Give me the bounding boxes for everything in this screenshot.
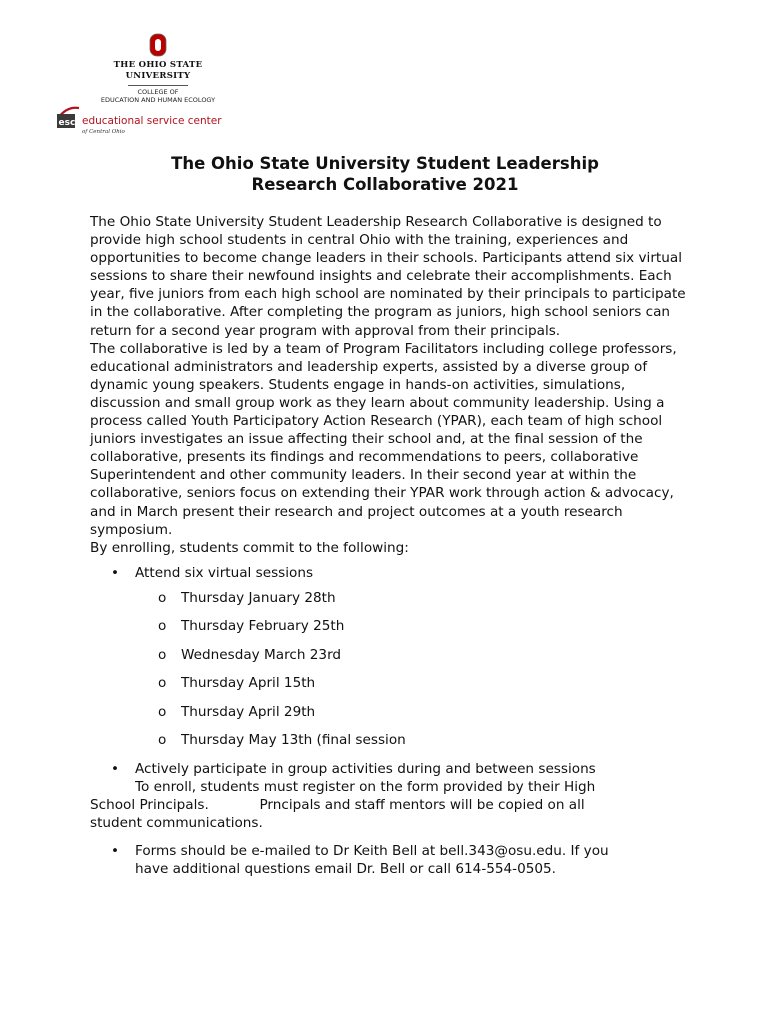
esc-name: educational service center <box>82 115 222 127</box>
bullet-text: Actively participate in group activities during and between sessions <box>135 760 596 777</box>
enroll-line3: student communications. <box>90 815 263 832</box>
college-line2: EDUCATION AND HUMAN ECOLOGY <box>100 96 216 104</box>
session-date: Thursday February 25th <box>181 618 345 635</box>
sub-bullet-icon: o <box>158 732 167 749</box>
session-date: Thursday April 15th <box>181 675 316 692</box>
osu-wordmark <box>96 60 220 82</box>
esc-subtitle: of Central Ohio <box>82 129 125 135</box>
intro-paragraph: The Ohio State University Student Leadership Research Collaborative is designed to provide high school students in central Ohio with the training, experiences and opportunities to become change leaders in their schools. Participants attend six virtual sessions to share their newfound insights and celebrate their accomplishments. Each year, five juniors from each high school are nominated by their principals to participate in the collaborative. After completing the program as juniors, high school seniors can return for a second year program with approval from their principals. <box>90 214 686 339</box>
bullet-icon: • <box>111 760 120 777</box>
osu-name-line1: THE OHIO STATE <box>113 60 203 70</box>
title-line2: Research Collaborative 2021 <box>251 175 519 194</box>
bullet-icon: • <box>111 564 120 581</box>
block-o-logo-icon <box>149 33 167 57</box>
session-date: Thursday April 29th <box>181 703 316 720</box>
osu-divider <box>128 85 188 86</box>
college-line1: COLLEGE OF <box>137 88 179 96</box>
session-item <box>90 731 690 760</box>
enroll-line2 <box>90 796 690 814</box>
svg-text:esc: esc <box>58 118 76 128</box>
session-list <box>90 589 690 760</box>
bullet-participate <box>90 760 690 778</box>
bullet-attend-sessions <box>90 564 690 582</box>
session-item <box>90 703 690 732</box>
enroll-line1: To enroll, students must register on the form provided by their High <box>135 778 596 795</box>
session-item <box>90 617 690 646</box>
bullet-forms-line1: Forms should be e-mailed to Dr Keith Bell at bell.343@osu.edu. If you <box>135 843 609 860</box>
bullet-text: Attend six virtual sessions <box>135 564 314 581</box>
bullet-forms <box>90 842 690 878</box>
session-item <box>90 646 690 675</box>
session-date: Thursday May 13th (final session <box>181 732 406 749</box>
osu-name-line2: UNIVERSITY <box>125 71 191 81</box>
bullet-icon: • <box>111 843 120 860</box>
session-date: Wednesday March 23rd <box>181 646 342 663</box>
document-title <box>90 153 680 195</box>
esc-badge-icon <box>55 104 81 130</box>
commit-intro: By enrolling, students commit to the following: <box>90 539 409 556</box>
sub-bullet-icon: o <box>158 618 167 635</box>
session-item <box>90 674 690 703</box>
sub-bullet-icon: o <box>158 675 167 692</box>
osu-logo <box>96 33 220 104</box>
title-line1: The Ohio State University Student Leadership <box>171 154 599 173</box>
session-item <box>90 589 690 618</box>
facilitators-paragraph: The collaborative is led by a team of Program Facilitators including college professors, educational administrators and leadership experts, assisted by a diverse group of dynamic young speakers. Students engage in hands-on activities, simulations, discussion and small group work as they learn about community leadership. Using a process called Youth Participatory Action Research (YPAR), each team of high school juniors investigates an issue affecting their school and, at the final session of the collaborative, presents its findings and recommendations to peers, collaborative Superintendent and other community leaders. In their second year at within the collaborative, seniors focus on extending their YPAR work through action & advocacy, and in March present their research and project outcomes at a youth research symposium. <box>90 340 677 538</box>
college-name <box>96 88 220 104</box>
sub-bullet-icon: o <box>158 589 167 606</box>
enroll-line2b: Prncipals and staff mentors will be copied on all <box>259 797 585 814</box>
sub-bullet-icon: o <box>158 646 167 663</box>
sub-bullet-icon: o <box>158 703 167 720</box>
session-date: Thursday January 28th <box>181 589 336 606</box>
enroll-line2a: School Principals. <box>90 797 209 814</box>
bullet-forms-line2: have additional questions email Dr. Bell or call 614-554-0505. <box>135 861 556 878</box>
esc-logo <box>55 104 225 136</box>
document-body <box>90 213 690 878</box>
